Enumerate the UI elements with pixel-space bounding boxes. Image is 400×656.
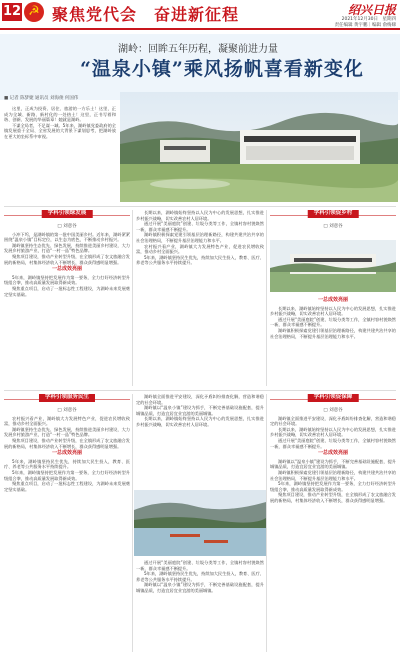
section-byline: □ 刘意谷: [57, 408, 77, 413]
section-paragraph: 湖岭镇以“温泉小镇”建设为抓手，不断完善基础设施配套，提升城镇品质，打造宜居宜业宜游的美丽城镇。: [136, 405, 264, 416]
bottom-photo: [134, 490, 266, 556]
section-paragraph: 通过开展“美丽庭院”创建、垃圾分类等工作，全镇村容村貌焕然一新，群众幸福感不断提升。: [136, 560, 264, 571]
section-4: [270, 394, 396, 652]
lead-paragraph: 不谋全局者，不足谋一域。5年来，湖岭镇党委政府的全镇发展重于全局、全省发展的大背景下谋划思考，把湖岭放在更大的坐标系中审视。: [4, 122, 116, 139]
section-paragraph: 小冲下坞，是湖岭镇的第一批中国美丽乡村。近年来，湖岭紧紧围绕“温泉小镇”目标定位，以生态为底色，不断推动乡村振兴。: [4, 231, 130, 243]
section-3-continued: [136, 394, 264, 486]
section-paragraph: 5年来，湖岭镇坚持把发展作为第一要务，全力打好经济转型升级组合拳，推动高质量发展取得新成效。: [4, 469, 130, 481]
section-header: [4, 210, 130, 221]
section-paragraph: 长期以来，湖岭镇始终坚持以人民为中心的发展思想，扎实推进乡村振兴战略，切实改善农村人居环境。: [136, 416, 264, 427]
section-paragraph: 农村振兴看产业，湖岭镇大力发展特色产业，促进农民增收致富，推动乡村全面振兴。: [136, 243, 264, 255]
section-paragraph: 湖岭镇以“温泉小镇”建设为抓手，不断完善基础设施配套，提升城镇品质，打造宜居宜业宜游的美丽城镇。: [270, 458, 396, 470]
editor-line: 责任编辑 黄宇鹏｜编辑 俞梅娣: [334, 23, 396, 28]
section-paragraph: 聚焦项目建设，推动产业转型升级，在全镇形成了农文旅融合发展的新格局，村集体经济收入不断增长，群众获得感明显增强。: [4, 437, 130, 449]
section-paragraph: 长期以来，湖岭镇始终坚持以人民为中心的发展思想，扎实推进乡村振兴战略，切实改善农村人居环境。: [270, 305, 396, 317]
section-paragraph: 湖岭镇以“温泉小镇”建设为抓手，不断完善基础设施配套，提升城镇品质，打造宜居宜业宜游的美丽城镇。: [136, 582, 264, 593]
section-paragraph: 湖岭镇积极探索党建引领基层治理新路径，构建共建共治共享的社会治理格局，不断提升基层治理能力和水平。: [270, 469, 396, 481]
section-paragraph: 湖岭镇全面推进平安建设，深化矛盾纠纷排查化解，营造和谐稳定的社会环境。: [136, 394, 264, 405]
section-3: [4, 394, 130, 652]
section-paragraph: 聚焦重点项目，启动了一批标志性工程建设，为湖岭未来发展奠定坚实基础。: [4, 481, 130, 492]
masthead: [0, 0, 400, 34]
column-divider: [132, 210, 133, 386]
section-subhead: 一总成效亮丽: [317, 297, 348, 303]
headline-title: “温泉小镇”乘风扬帆喜看新变化: [80, 58, 364, 80]
section-label: 学科引领促乡村: [308, 210, 359, 218]
section-2: [270, 210, 396, 240]
section-header: [4, 394, 130, 405]
masthead-rule: [0, 28, 400, 30]
section-header: [270, 394, 396, 405]
section-1: [4, 210, 130, 386]
date-line: 2021年12月30日 星期四: [341, 17, 396, 22]
section-paragraph: 湖岭镇全面推进平安建设，深化矛盾纠纷排查化解，营造和谐稳定的社会环境。: [270, 415, 396, 427]
section-subhead: 一总成效亮丽: [317, 450, 348, 457]
section-byline: □ 刘意谷: [323, 408, 343, 413]
section-paragraph: 5年来，湖岭镇坚持把发展作为第一要务，全力打好经济转型升级组合拳，推动高质量发展取得新成效。: [4, 274, 130, 286]
section-byline: □ 刘意谷: [323, 224, 343, 229]
section-paragraph: 5年来，湖岭镇坚持把发展作为第一要务，全力打好经济转型升级组合拳，推动高质量发展取得新成效。: [270, 481, 396, 492]
column-title: 聚焦党代会 奋进新征程: [52, 5, 240, 24]
section-paragraph: 通过开展“美丽庭院”创建、垃圾分类等工作，全镇村容村貌焕然一新，群众幸福感不断提升。: [270, 316, 396, 328]
section-subhead: 一总成效亮丽: [51, 266, 82, 273]
column-divider: [266, 210, 267, 386]
section-paragraph: 湖岭镇积极探索党建引领基层治理新路径，构建共建共治共享的社会治理格局，不断提升基层治理能力和水平。: [270, 327, 396, 339]
section-label: 学科引领绿发展: [42, 210, 93, 218]
section-header: [270, 210, 396, 221]
section-subhead: 一总成效亮丽: [51, 450, 82, 457]
hero-byline: ■ 记者 陈梦婕 通讯员 刘海俊 何国伟: [4, 96, 79, 101]
section-paragraph: 聚焦项目建设，推动产业转型升级，在全镇形成了农文旅融合发展的新格局，村集体经济收入不断增长，群众获得感明显增强。: [270, 492, 396, 503]
section-paragraph: 聚焦重点项目，启动了一批标志性工程建设，为湖岭未来发展奠定坚实基础。: [4, 285, 130, 297]
page-number: 12: [2, 4, 22, 19]
section-paragraph: 5年来，湖岭镇坚持民生优先，持续加大民生投入，教育、医疗、养老等公共服务水平持续提升。: [136, 571, 264, 582]
section-paragraph: 5年来，湖岭镇坚持民生优先，持续加大民生投入，教育、医疗、养老等公共服务水平持续提升。: [4, 458, 130, 470]
section-paragraph: 湖岭镇坚持生态优先、绿色发展，持续推进美丽乡村建设，大力发展乡村旅游产业，打造“一村一品”特色品牌。: [4, 426, 130, 438]
section-label: 学科引领促保障: [308, 394, 359, 402]
side-photo: [270, 240, 396, 292]
section-1-continued: [136, 210, 264, 386]
section-paragraph: 通过开展“美丽庭院”创建、垃圾分类等工作，全镇村容村貌焕然一新，群众幸福感不断提升。: [136, 221, 264, 232]
section-divider: [4, 390, 396, 391]
section-byline: □ 刘意谷: [57, 224, 77, 229]
lead-paragraph: 这里，正成为投资、居住、旅游的一方乐土！这里，正成为全域、新路、新村化的一处热土！这里，正书写着和谐、创新、发展的华丽篇章！她就是湖岭。: [4, 106, 116, 123]
paper-name: 绍兴日报: [347, 3, 396, 17]
section-paragraph: 5年来，湖岭镇坚持民生优先，持续加大民生投入，教育、医疗、养老等公共服务水平持续提升。: [136, 254, 264, 266]
section-divider: [4, 206, 396, 207]
section-paragraph: 通过开展“美丽庭院”创建、垃圾分类等工作，全镇村容村貌焕然一新，群众幸福感不断提升。: [270, 437, 396, 449]
section-paragraph: 农村振兴看产业，湖岭镇大力发展特色产业，促进农民增收致富，推动乡村全面振兴。: [4, 415, 130, 427]
section-paragraph: 长期以来，湖岭镇始终坚持以人民为中心的发展思想，扎实推进乡村振兴战略，切实改善农村人居环境。: [270, 426, 396, 438]
section-paragraph: 湖岭镇坚持生态优先、绿色发展，持续推进美丽乡村建设，大力发展乡村旅游产业，打造“一村一品”特色品牌。: [4, 242, 130, 254]
column-divider: [266, 394, 267, 652]
section-2-body: [270, 296, 396, 386]
section-paragraph: 聚焦项目建设，推动产业转型升级，在全镇形成了农文旅融合发展的新格局，村集体经济收入不断增长，群众获得感明显增强。: [4, 253, 130, 265]
section-paragraph: 湖岭镇积极探索党建引领基层治理新路径，构建共建共治共享的社会治理格局，不断提升基层治理能力和水平。: [136, 232, 264, 243]
section-label: 学科引领服务民生: [39, 394, 95, 402]
section-paragraph: 长期以来，湖岭镇始终坚持以人民为中心的发展思想，扎实推进乡村振兴战略，切实改善农村人居环境。: [136, 210, 264, 221]
column-divider: [132, 394, 133, 652]
lead-text: [4, 106, 116, 202]
section-3-tail: [136, 560, 264, 652]
party-emblem-icon: [24, 2, 44, 22]
headline-kicker: 湖岭：回眸五年历程，凝聚前进力量: [118, 44, 278, 55]
hero-photo: [120, 92, 398, 202]
